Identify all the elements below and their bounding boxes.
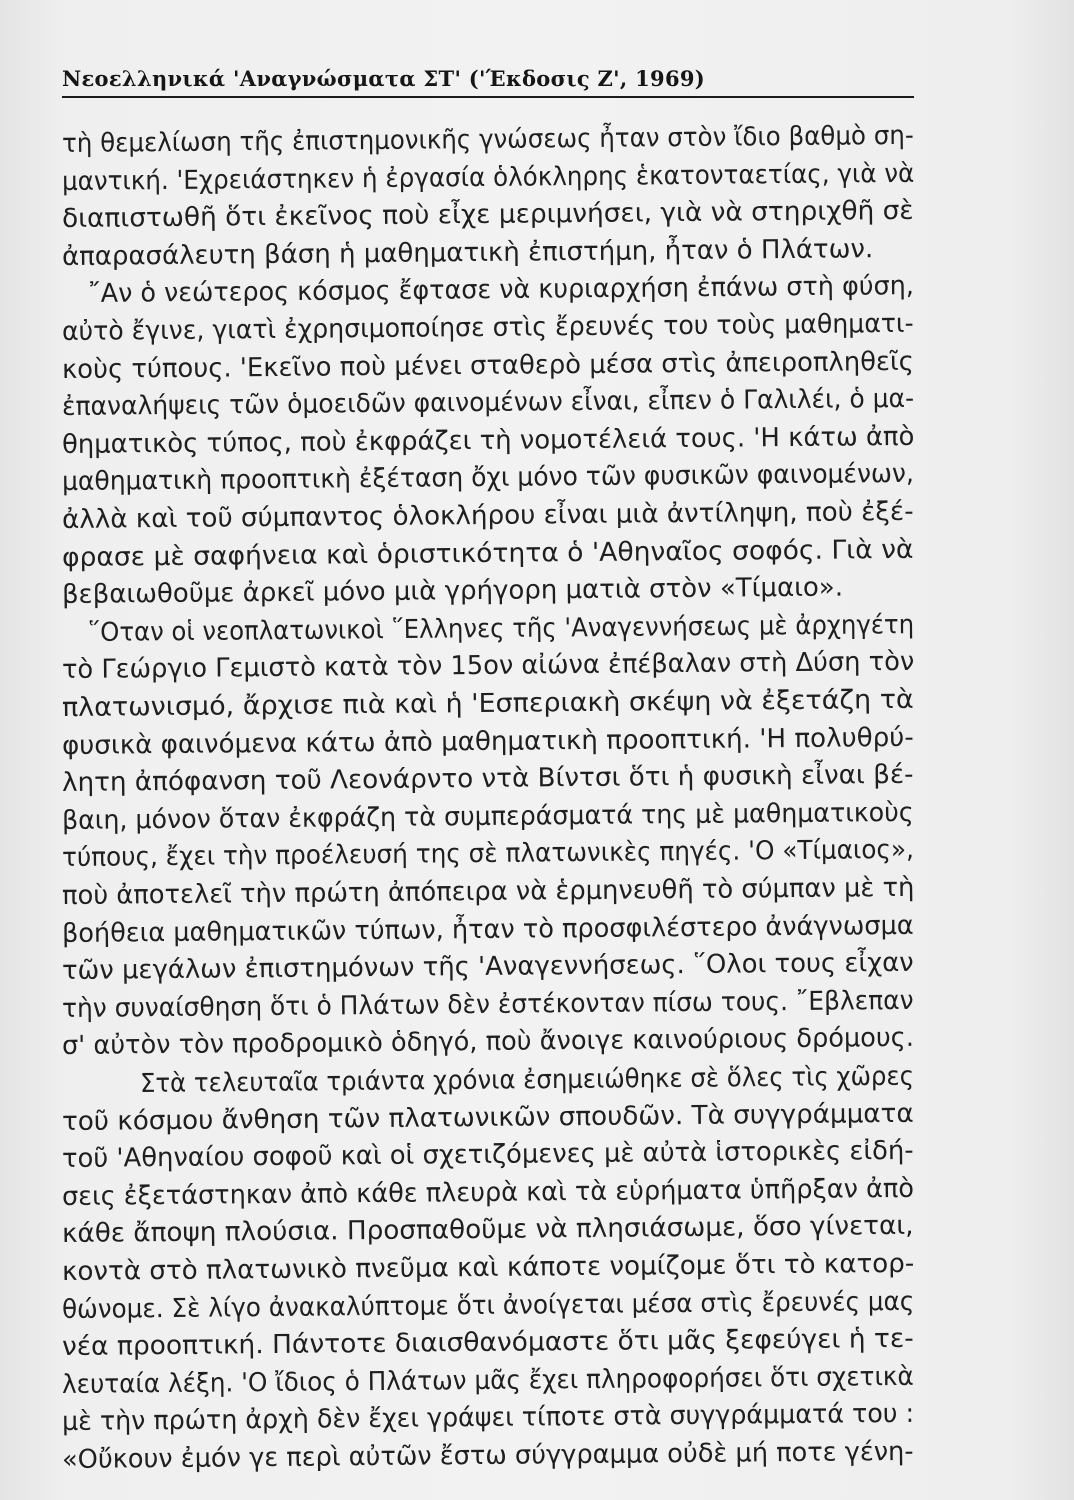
text-line: τοῦ 'Αθηναίου σοφοῦ καὶ οἱ σχετιζόμενες μὲ αὐτὰ ἱστορικὲς εἰδή-: [61, 1136, 914, 1175]
text-line: ῞Οταν οἱ νεοπλατωνικοὶ ῞Ελληνες τῆς 'Αναγεννήσεως μὲ ἀρχηγέτη: [87, 609, 915, 648]
text-line: ἀλλὰ καὶ τοῦ σύμπαντος ὁλοκλήρου εἶναι μιὰ ἀντίληψη, ποὺ ἐξέ-: [61, 496, 914, 535]
text-line: τῶν μεγάλων ἐπιστημόνων τῆς 'Αναγεννήσεως. ῞Ολοι τους εἶχαν: [61, 948, 914, 987]
text-line: μαθηματικὴ προοπτικὴ ἐξέταση ὄχι μόνο τῶν φυσικῶν φαινομένων,: [61, 459, 915, 498]
text-line: τὴν συναίσθηση ὅτι ὁ Πλάτων δὲν ἐστέκονταν πίσω τους. ῎Εβλεπαν: [61, 985, 914, 1024]
text-line: βεβαιωθοῦμε ἀρκεῖ μόνο μιὰ γρήγορη ματιὰ στὸν «Τίμαιο».: [61, 572, 844, 611]
text-line: αὐτὸ ἔγινε, γιατὶ ἐχρησιμοποίησε στὶς ἔρευνές του τοὺς μαθηματι-: [61, 308, 914, 347]
text-line: πλατωνισμό, ἄρχισε πιὰ καὶ ἡ 'Εσπεριακὴ σκέψη νὰ ἐξετάζη τὰ: [61, 684, 914, 723]
text-line: λητη ἀπόφανση τοῦ Λεονάρντο ντὰ Βίντσι ὅτι ἡ φυσικὴ εἶναι βέ-: [61, 760, 914, 799]
running-title: Νεοελληνικά 'Αναγνώσματα ΣΤ' ('Έκδοσις Ζ', 1969): [62, 66, 706, 91]
text-line: μὲ τὴν πρώτη ἀρχὴ δὲν ἔχει γράψει τίποτε στὰ συγγράμματά του :: [61, 1399, 915, 1438]
text-line: κοντὰ στὸ πλατωνικὸ πνεῦμα καὶ κάποτε νομίζομε ὅτι τὸ κατορ-: [61, 1248, 915, 1287]
text-line: βαιη, μόνον ὅταν ἐκφράζη τὰ συμπεράσματά της μὲ μαθηματικοὺς: [61, 797, 914, 836]
text-line: κάθε ἄποψη πλούσια. Προσπαθοῦμε νὰ πλησιάσωμε, ὅσο γίνεται,: [61, 1211, 914, 1250]
text-line: διαπιστωθῆ ὅτι ἐκεῖνος ποὺ εἶχε μεριμνήσει, γιὰ νὰ στηριχθῆ σὲ: [61, 196, 914, 235]
text-line: ῎Αν ὁ νεώτερος κόσμος ἔφτασε νὰ κυριαρχήση ἐπάνω στὴ φύση,: [87, 271, 915, 310]
text-line: σεις ἐξετάστηκαν ἀπὸ κάθε πλευρὰ καὶ τὰ εὑρήματα ὑπῆρξαν ἀπὸ: [61, 1173, 915, 1212]
text-line: ἐπαναλήψεις τῶν ὁμοειδῶν φαινομένων εἶναι, εἶπεν ὁ Γαλιλέι, ὁ μα-: [61, 384, 915, 423]
text-line: θώνομε. Σὲ λίγο ἀνακαλύπτομε ὅτι ἀνοίγεται μέσα στὶς ἔρευνές μας: [61, 1286, 915, 1325]
text-line: κοὺς τύπους. 'Εκεῖνο ποὺ μένει σταθερὸ μέσα στὶς ἀπειροπληθεῖς: [61, 346, 915, 385]
text-line: τύπους, ἔχει τὴν προέλευσή της σὲ πλατωνικὲς πηγές. 'Ο «Τίμαιος»,: [61, 835, 915, 874]
text-line: φρασε μὲ σαφήνεια καὶ ὁριστικότητα ὁ 'Αθηναῖος σοφός. Γιὰ νὰ: [61, 534, 914, 573]
text-line: τὸ Γεώργιο Γεμιστὸ κατὰ τὸν 15ον αἰώνα ἐπέβαλαν στὴ Δύση τὸν: [61, 647, 915, 686]
text-line: λευταία λέξη. 'Ο ἴδιος ὁ Πλάτων μᾶς ἔχει πληροφορήσει ὅτι σχετικὰ: [61, 1361, 914, 1400]
text-line: νέα προοπτική. Πάντοτε διαισθανόμαστε ὅτι μᾶς ξεφεύγει ἡ τε-: [61, 1324, 914, 1363]
text-line: θηματικὸς τύπος, ποὺ ἐκφράζει τὴ νομοτέλειά τους. 'Η κάτω ἀπὸ: [61, 421, 915, 460]
text-line: τοῦ κόσμου ἄνθηση τῶν πλατωνικῶν σπουδῶν. Τὰ συγγράμματα: [61, 1098, 914, 1137]
text-line: ἀπαρασάλευτη βάση ἡ μαθηματικὴ ἐπιστήμη, ἦταν ὁ Πλάτων.: [61, 234, 874, 272]
text-line: Στὰ τελευταῖα τριάντα χρόνια ἐσημειώθηκε σὲ ὅλες τὶς χῶρες: [139, 1061, 915, 1099]
text-line: σ' αὐτὸν τὸν προδρομικὸ ὁδηγό, ποὺ ἄνοιγε καινούριους δρόμους.: [61, 1023, 915, 1062]
text-line: φυσικὰ φαινόμενα κάτω ἀπὸ μαθηματικὴ προοπτική. 'Η πολυθρύ-: [61, 722, 914, 761]
text-line: ποὺ ἀποτελεῖ τὴν πρώτη ἀπόπειρα νὰ ἑρμηνευθῆ τὸ σύμπαν μὲ τὴ: [61, 872, 915, 911]
text-line: βοήθεια μαθηματικῶν τύπων, ἦταν τὸ προσφιλέστερο ἀνάγνωσμα: [61, 910, 914, 949]
text-line: τὴ θεμελίωση τῆς ἐπιστημονικῆς γνώσεως ἦταν στὸν ἴδιο βαθμὸ ση-: [61, 120, 914, 159]
text-line: μαντική. 'Εχρειάστηκεν ἡ ἐργασία ὁλόκληρης ἑκατονταετίας, γιὰ νὰ: [61, 158, 915, 197]
text-line: «Οὔκουν ἐμόν γε περὶ αὐτῶν ἔστω σύγγραμμα οὐδὲ μή ποτε γένη-: [61, 1436, 914, 1475]
